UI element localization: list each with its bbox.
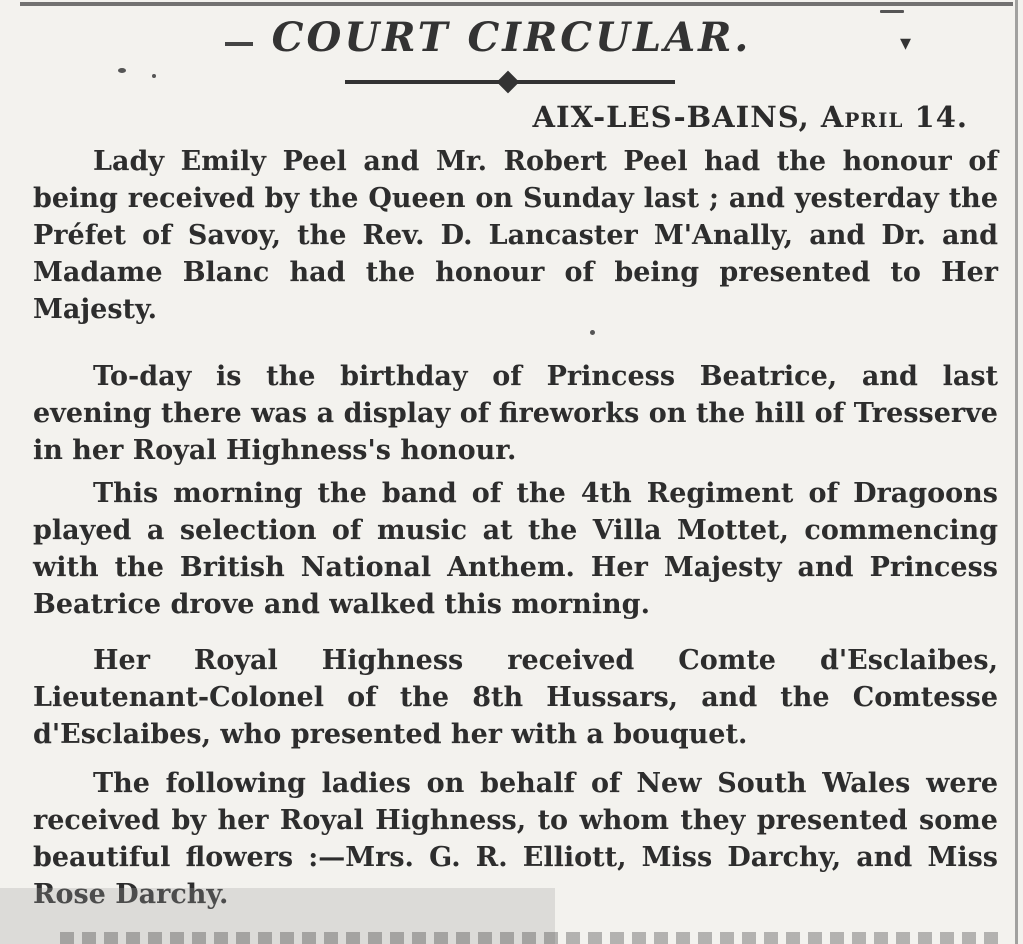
dateline-place: AIX-LES-BAINS, (532, 100, 810, 134)
right-border-rule (1015, 0, 1018, 944)
paragraph-4: Her Royal Highness received Comte d'Esclaibes, Lieutenant-Colonel of the 8th Hussars, and the Comtesse d'Esclaibes, who presented her with a bouquet. (33, 645, 998, 750)
headline-ink-mark: ▾ (900, 30, 912, 56)
top-border-rule (20, 2, 1013, 6)
paragraph-2: To-day is the birthday of Princess Beatrice, and last evening there was a display of fireworks on the hill of Tresserve in her Royal Highness's honour. (33, 361, 998, 466)
dateline (533, 100, 968, 134)
paragraph-5: The following ladies on behalf of New South Wales were received by her Royal Highness, to whom they presented some beautiful flowers :—Mrs. G. R. Elliott, Miss Darchy, and Miss Rose Darchy. (33, 768, 998, 910)
ink-speck (152, 74, 156, 78)
dateline-date: April 14. (820, 100, 968, 134)
ink-speck (590, 330, 595, 335)
cut-off-next-line (60, 932, 1003, 944)
ornament-diamond (497, 71, 520, 94)
ink-speck (880, 10, 904, 13)
paragraph-3: This morning the band of the 4th Regiment of Dragoons played a selection of music at the Villa Mottet, commencing with the British National Anthem. Her Majesty and Princess Beatrice drove and walked this morning. (33, 478, 998, 620)
ink-speck (118, 68, 126, 73)
headline: COURT CIRCULAR. (271, 14, 752, 61)
paragraph-1: Lady Emily Peel and Mr. Robert Peel had the honour of being received by the Queen on Sunday last ; and yesterday the Préfet of Savoy, the Rev. D. Lancaster M'Anally, and Dr. and Madame Blanc had the honour of being presented to Her Majesty. (33, 146, 998, 325)
